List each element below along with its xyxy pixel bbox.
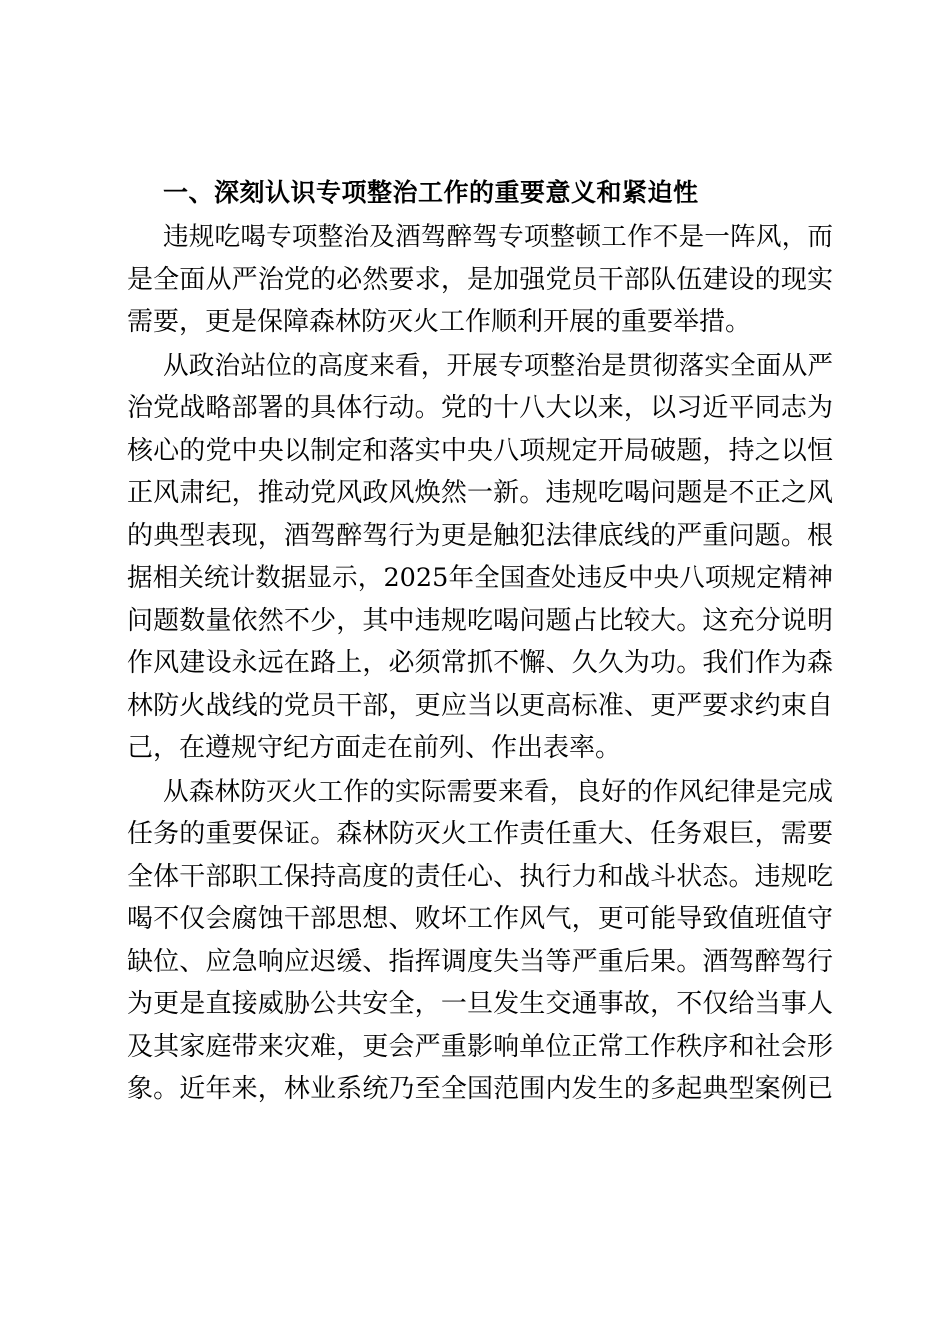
paragraph-line: 己，在遵规守纪方面走在前列、作出表率。 (127, 733, 622, 763)
document-body (127, 172, 833, 1111)
paragraph-line: 为更是直接威胁公共安全，一旦发生交通事故，不仅给当事人 (127, 989, 833, 1019)
paragraph (127, 345, 833, 770)
paragraph-line: 是全面从严治党的必然要求，是加强党员干部队伍建设的现实 (127, 264, 833, 295)
paragraph-line: 从政治站位的高度来看，开展专项整治是贯彻落实全面从严 (163, 350, 833, 381)
paragraph-line: 的典型表现，酒驾醉驾行为更是触犯法律底线的严重问题。根 (127, 520, 833, 551)
paragraph (127, 216, 833, 344)
paragraph-line: 全体干部职工保持高度的责任心、执行力和战斗状态。违规吃 (127, 861, 833, 892)
paragraph-line: 从森林防灭火工作的实际需要来看，良好的作风纪律是完成 (163, 776, 833, 807)
paragraph-line: 象。近年来，林业系统乃至全国范围内发生的多起典型案例已 (127, 1074, 833, 1104)
paragraph-line: 林防火战线的党员干部，更应当以更高标准、更严要求约束自 (127, 690, 833, 721)
paragraph-line: 需要，更是保障森林防灭火工作顺利开展的重要举措。 (127, 307, 752, 337)
paragraph-line: 正风肃纪，推动党风政风焕然一新。违规吃喝问题是不正之风 (127, 478, 833, 508)
paragraph-line: 核心的党中央以制定和落实中央八项规定开局破题，持之以恒 (127, 435, 833, 466)
paragraph (127, 771, 833, 1111)
paragraph-line: 作风建设永远在路上，必须常抓不懈、久久为功。我们作为森 (127, 648, 833, 678)
paragraph-line: 据相关统计数据显示，2025年全国查处违反中央八项规定精神 (127, 563, 833, 593)
paragraph-line: 治党战略部署的具体行动。党的十八大以来，以习近平同志为 (127, 393, 833, 423)
paragraph-line: 问题数量依然不少，其中违规吃喝问题占比较大。这充分说明 (127, 605, 833, 636)
paragraph-line: 及其家庭带来灾难，更会严重影响单位正常工作秩序和社会形 (127, 1031, 833, 1062)
paragraph-line: 喝不仅会腐蚀干部思想、败坏工作风气，更可能导致值班值守 (127, 904, 833, 934)
paragraph-line: 任务的重要保证。森林防灭火工作责任重大、任务艰巨，需要 (127, 819, 833, 849)
paragraph-line: 违规吃喝专项整治及酒驾醉驾专项整顿工作不是一阵风，而 (163, 222, 833, 252)
section-heading: 一、深刻认识专项整治工作的重要意义和紧迫性 (163, 178, 699, 207)
paragraph-line: 缺位、应急响应迟缓、指挥调度失当等严重后果。酒驾醉驾行 (127, 946, 833, 977)
